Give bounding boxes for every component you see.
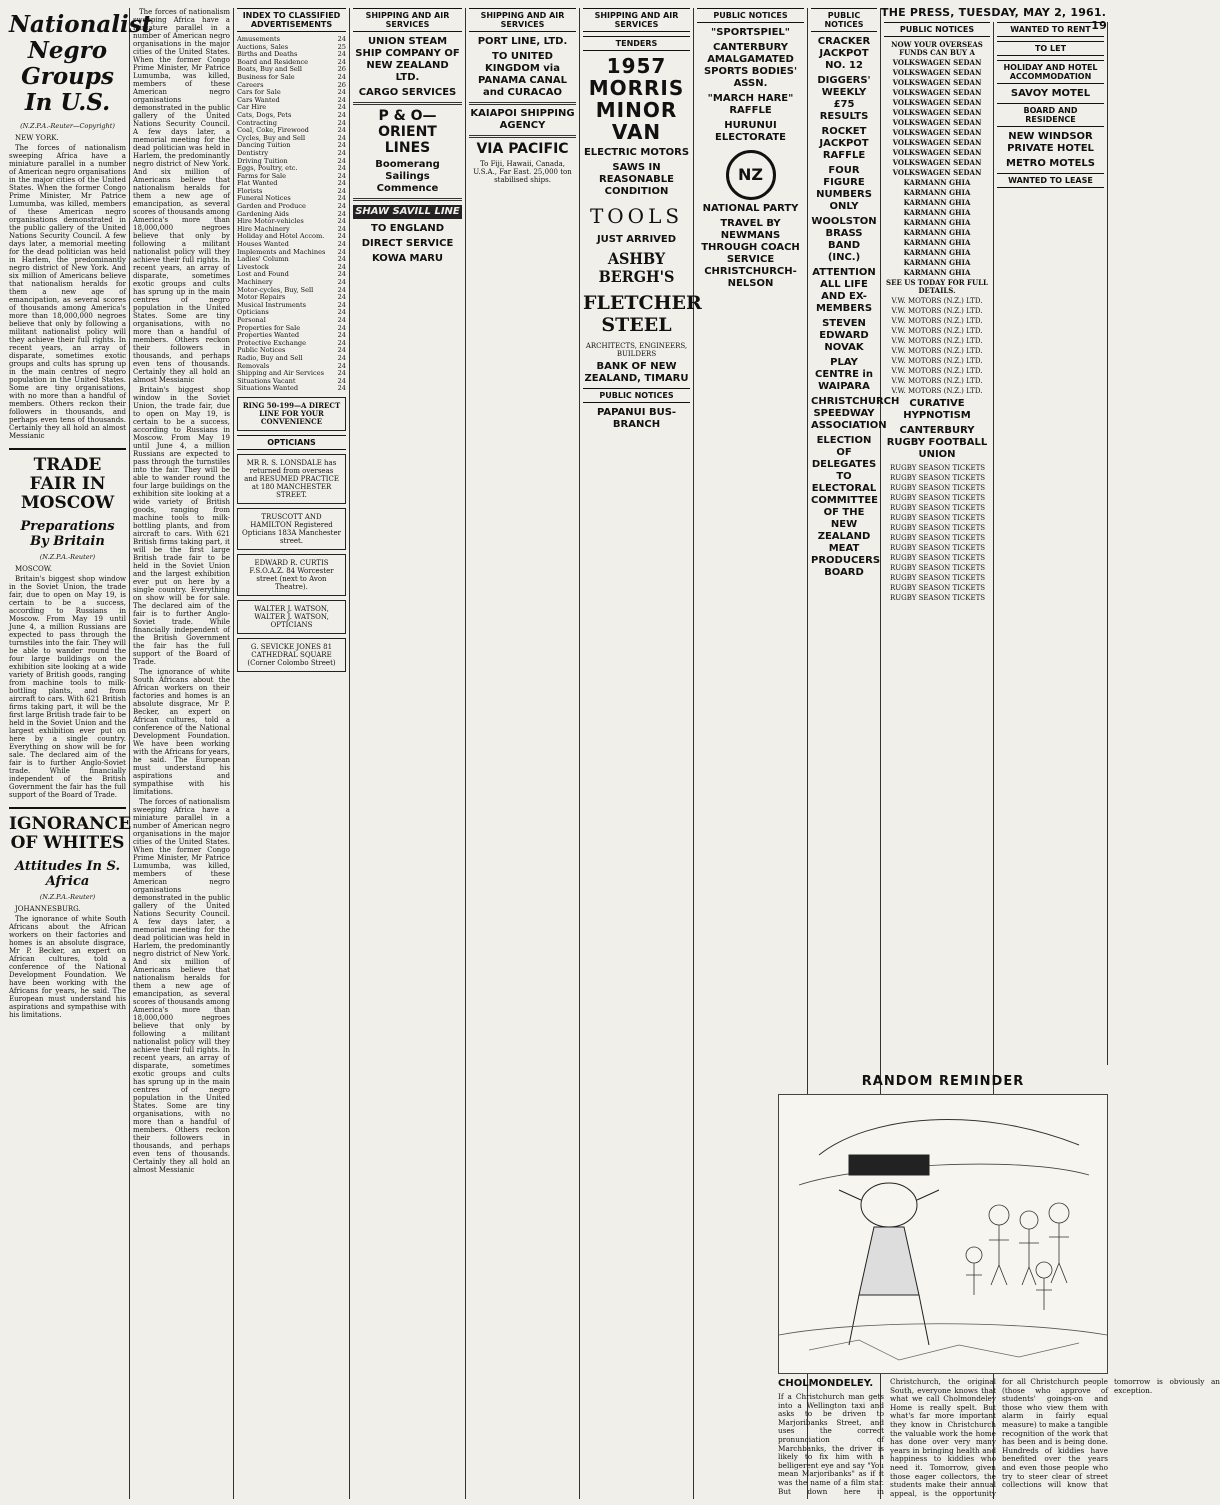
index-item-label: Funeral Notices [237, 194, 291, 203]
article-body: The ignorance of white South Africans about the African workers on their factories and homes is an absolute disgrace, Mr P. Becker, an expert on African cultures, told a conference of the National Development Foundation. We have been working with the Africans for years, he said. The European must understand his aspirations and sympathise with his limitations. [9, 915, 126, 1019]
karmann-ghia-line: KARMANN GHIA [903, 238, 971, 247]
union-steam-ship-title: UNION STEAM SHIP COMPANY OF NEW ZEALAND LTD. [355, 36, 460, 83]
rugby-season-line: RUGBY SEASON TICKETS [890, 574, 986, 582]
column-shipping-1 [350, 8, 466, 1499]
index-item-page: 24 [337, 171, 346, 180]
vw-motors-line: V.W. MOTORS (N.Z.) LTD. [891, 317, 983, 325]
board-heading: BOARD AND RESIDENCE [997, 103, 1104, 127]
cartoon-article [778, 1377, 1220, 1502]
article-body: The forces of nationalism sweeping Africa have a miniature parallel in a number of American negro organisations in the major cities of the United States. When the former Congo Prime Minister, Mr Patrice Lumumba, was killed, members of these American negro organisations demonstrated in the public gallery of the United Nations Security Council. A few days later, a memorial meeting for the dead politician was held in Harlem, the predominantly negro district of New York. And six million of Americans believe that nationalism heralds for them a new age of emancipation, as several scores of thousands among America's more than 18,000,000 negroes believe that only by following a militant nationalist policy will they achieve their full rights. In recent years, an array of disparate, sometimes exotic groups and cults has sprung up in the main centres of negro population in the United States. Some are tiny organisations, with no more than a handful of members. Others reckon their followers in thousands, and perhaps even tens of thousands. Certainly they all hold an almost Messianic [133, 8, 230, 384]
dateline: JOHANNESBURG. [15, 905, 81, 913]
dateline: MOSCOW. [15, 565, 52, 573]
vw-motors-line: V.W. MOTORS (N.Z.) LTD. [891, 367, 983, 375]
attention-title: ATTENTION ALL LIFE AND EX-MEMBERS [812, 267, 876, 314]
rugby-season-line: RUGBY SEASON TICKETS [890, 564, 986, 572]
index-item-page: 24 [337, 240, 346, 249]
vw-sedan-line: VOLKSWAGEN SEDAN [892, 128, 982, 137]
vw-sedan-line: VOLKSWAGEN SEDAN [892, 58, 982, 67]
novak-title: STEVEN EDWARD NOVAK [819, 318, 869, 353]
bnz-title: BANK OF NEW ZEALAND, TIMARU [584, 361, 689, 384]
pacific-body: To Fiji, Hawaii, Canada, U.S.A., Far East. 25,000 ton stabilised ships. [473, 160, 572, 184]
rugby-season-line: RUGBY SEASON TICKETS [890, 554, 986, 562]
via-panama-title: TO UNITED KINGDOM via PANAMA CANAL and CURACAO [478, 51, 567, 98]
index-item-label: Holiday and Hotel Accom. [237, 232, 325, 241]
index-item-page: 24 [337, 35, 346, 43]
index-item-label: Protective Exchange [237, 338, 307, 347]
hurunui-title: HURUNUI ELECTORATE [714, 120, 786, 143]
electric-motors-title: ELECTRIC MOTORS [583, 147, 690, 158]
index-item-page: 24 [337, 156, 346, 165]
morris-minor-title: 1957 MORRIS MINOR VAN [588, 54, 685, 144]
diggers-title: DIGGERS' WEEKLY £75 RESULTS [817, 75, 871, 122]
cartoon-illustration [778, 1094, 1108, 1374]
opticians-heading: OPTICIANS [237, 435, 346, 450]
index-item-label: Careers [237, 80, 264, 89]
rugby-season-line: RUGBY SEASON TICKETS [890, 514, 986, 522]
public-notices-heading: PUBLIC NOTICES [811, 8, 877, 32]
vw-motors-line: V.W. MOTORS (N.Z.) LTD. [891, 347, 983, 355]
index-item-label: Hire Motor-vehicles [237, 217, 304, 226]
index-item-label: Contracting [237, 118, 277, 127]
cargo-services-title: CARGO SERVICES [358, 87, 457, 98]
index-item-page: 26 [337, 65, 346, 74]
dateline: NEW YORK. [15, 134, 59, 142]
index-heading: INDEX TO CLASSIFIED ADVERTISEMENTS [237, 8, 346, 32]
index-item-label: Driving Tuition [237, 156, 288, 165]
national-party-label: NATIONAL PARTY [702, 203, 799, 214]
index-item-page: 24 [337, 262, 346, 271]
index-item-label: Eggs, Poultry, etc. [237, 164, 298, 173]
election-title: ELECTION OF DELEGATES TO ELECTORAL COMMITTEE OF THE NEW ZEALAND MEAT PRODUCERS BOARD [811, 435, 881, 578]
shipping-heading: SHIPPING AND AIR SERVICES [353, 8, 462, 32]
index-item-label: Hire Machinery [237, 224, 290, 233]
column-news-continued [130, 8, 234, 1499]
rugby-season-line: RUGBY SEASON TICKETS [890, 594, 986, 602]
index-item-page: 24 [337, 186, 346, 195]
rugby-season-line: RUGBY SEASON TICKETS [890, 474, 986, 482]
rugby-season-line: RUGBY SEASON TICKETS [890, 464, 986, 472]
vw-motors-line: V.W. MOTORS (N.Z.) LTD. [891, 327, 983, 335]
index-item-page: 24 [337, 110, 346, 119]
canterbury-sports-title: CANTERBURY AMALGAMATED SPORTS BODIES' ASSN. [703, 42, 798, 89]
index-item-label: Livestock [237, 262, 269, 271]
index-item-label: Births and Deaths [237, 50, 298, 59]
shipping-heading: SHIPPING AND AIR SERVICES [469, 8, 576, 32]
karmann-ghia-line: KARMANN GHIA [903, 218, 971, 227]
optician-ad: WALTER J. WATSON, WALTER J. WATSON, OPTICIANS [237, 600, 346, 634]
index-item-label: Removals [237, 361, 270, 370]
optician-ad: TRUSCOTT AND HAMILTON Registered Opticians 183A Manchester street. [237, 508, 346, 550]
index-item-label: Lost and Found [237, 270, 289, 279]
vw-sedan-line: VOLKSWAGEN SEDAN [892, 78, 982, 87]
index-item-label: Cycles, Buy and Sell [237, 133, 306, 142]
index-item-page: 24 [337, 323, 346, 332]
article-body: Britain's biggest shop window in the Soviet Union, the trade fair, due to open on May 19, is certain to be a success, according to Russians in Moscow. From May 19 until June 4, a million Russians are expected to pass through the turnstiles into the fair. They will be able to wander round the four large buildings on the exhibition site looking at a wide variety of British goods, ranging from machine tools to milk-bottling plants, and from aircraft to cars. With 621 British firms taking part, it will be the first large British trade fair to be held in the Soviet Union and the largest exhibition ever put on here by a single country. Everything on show will be for sale. The declared aim of the fair is to further Anglo-Soviet trade. While financially independent of the British Government the fair has the full support of the Board of Trade. [9, 575, 126, 799]
newmans-title: TRAVEL BY NEWMANS THROUGH COACH SERVICE CHRISTCHURCH-NELSON [701, 218, 800, 289]
index-item-page: 24 [337, 376, 346, 385]
index-item-page: 24 [337, 331, 346, 340]
index-item-page: 26 [337, 80, 346, 89]
index-item-page: 24 [337, 57, 346, 66]
index-item-label: Board and Residence [237, 57, 309, 66]
optician-ad: MR R. S. LONSDALE has returned from overseas and RESUMED PRACTICE at 180 MANCHESTER STREET. [237, 454, 346, 504]
rugby-season-line: RUGBY SEASON TICKETS [890, 504, 986, 512]
cartoon-body: If a Christchurch man gets into a Wellington taxi and asks to be driven to Marjoribanks Street, and uses the correct pronunciation of Marchbanks, the driver is likely to fix him with a belligerent eye and say "You mean Marjoribanks" as if it was the name of a film star. But down here in Christchurch, the original South, everyone knows that what we call Cholmondeley Home is really spelt. But what's far more important they know in Christchurch the valuable work the home has done over very many years in bringing health and happiness to kiddies who need it. Tomorrow, given those eager collectors, the students make their annual appeal, is the opportunity for all Christchurch people (those who approve of students' goings-on and those who view them with alarm in fairly equal measure) to make a tangible recognition of the work that has been and is being done. Hundreds of kiddies have benefited over the years and even those people who try to steer clear of street collections will know that tomorrow is obviously an exception. [778, 1377, 1220, 1498]
index-item-page: 25 [337, 42, 346, 51]
masthead-title: THE PRESS, TUESDAY, MAY 2, 1961. [881, 6, 1107, 19]
fletcher-subtitle: ARCHITECTS, ENGINEERS, BUILDERS [585, 342, 688, 358]
karmann-ghia-line: KARMANN GHIA [903, 228, 971, 237]
index-item-label: Auctions, Sales [237, 42, 289, 51]
index-item-page: 24 [337, 361, 346, 370]
rugby-season-line: RUGBY SEASON TICKETS [890, 584, 986, 592]
index-item-label: Business for Sale [237, 72, 295, 81]
index-item-label: Amusements [237, 35, 280, 43]
index-item-page: 24 [337, 148, 346, 157]
divider [353, 102, 462, 105]
public-notices-heading: PUBLIC NOTICES [697, 8, 804, 23]
index-item-label: Situations Wanted [237, 384, 299, 393]
index-item-page: 24 [337, 164, 346, 173]
cracker-jackpot-title: CRACKER JACKPOT NO. 12 [817, 36, 871, 71]
index-item-label: Opticians [237, 308, 269, 317]
optician-ad: G. SEVICKE JONES 81 CATHEDRAL SQUARE (Corner Colombo Street) [237, 638, 346, 672]
canterbury-rugby-title: CANTERBURY RUGBY FOOTBALL UNION [886, 425, 988, 460]
index-item-page: 24 [337, 285, 346, 294]
tools-title: TOOLS [589, 204, 684, 228]
article-body: The ignorance of white South Africans about the African workers on their factories and homes is an absolute disgrace, Mr P. Becker, an expert on African cultures, told a conference of the National Development Foundation. We have been working with the Africans for years, he said. The European must understand his aspirations and sympathise with his limitations. [133, 668, 230, 796]
index-item-page: 24 [337, 179, 346, 188]
page-number: 19 [1091, 19, 1107, 32]
byline: (N.Z.P.A.-Reuter) [39, 893, 96, 901]
to-england-title: TO ENGLAND [371, 223, 444, 234]
index-item-page: 24 [337, 95, 346, 104]
vw-intro: NOW YOUR OVERSEAS FUNDS CAN BUY A [891, 40, 983, 57]
index-item-page: 24 [337, 141, 346, 150]
index-item-label: Public Notices [237, 346, 286, 355]
karmann-ghia-line: KARMANN GHIA [903, 198, 971, 207]
holiday-heading: HOLIDAY AND HOTEL ACCOMMODATION [997, 60, 1104, 84]
index-item-label: Flat Wanted [237, 179, 278, 188]
index-item-page: 24 [337, 384, 346, 393]
index-item-label: Coal, Coke, Firewood [237, 126, 309, 135]
subhead-preparations: Preparations By Britain [20, 519, 115, 549]
index-item-label: Garden and Produce [237, 202, 306, 211]
via-pacific-title: VIA PACIFIC [476, 141, 569, 157]
woolston-title: WOOLSTON BRASS BAND (INC.) [811, 216, 877, 263]
index-item-label: Implements and Machines [237, 247, 326, 256]
vw-motors-line: V.W. MOTORS (N.Z.) LTD. [891, 357, 983, 365]
index-item-label: Situations Vacant [237, 376, 296, 385]
index-item-page: 24 [337, 72, 346, 81]
vw-sedan-line: VOLKSWAGEN SEDAN [892, 158, 982, 167]
subhead-attitudes: Attitudes In S. Africa [15, 859, 120, 889]
ring-direct-line-box: RING 50-199—A DIRECT LINE FOR YOUR CONVENIENCE [237, 397, 346, 431]
vw-motors-line: V.W. MOTORS (N.Z.) LTD. [891, 337, 983, 345]
headline-ignorance: IGNORANCE OF WHITES [9, 807, 126, 853]
shipping-heading: SHIPPING AND AIR SERVICES [583, 8, 690, 32]
wanted-to-lease-heading: WANTED TO LEASE [997, 173, 1104, 188]
index-item-page: 24 [337, 209, 346, 218]
index-item-page: 24 [337, 369, 346, 378]
vw-sedan-line: VOLKSWAGEN SEDAN [892, 168, 982, 177]
vw-sedan-line: VOLKSWAGEN SEDAN [892, 68, 982, 77]
index-item-label: Cars Wanted [237, 95, 280, 104]
rugby-season-line: RUGBY SEASON TICKETS [890, 494, 986, 502]
index-item-label: Personal [237, 315, 266, 324]
column-news [6, 8, 153, 1499]
vw-motors-line: V.W. MOTORS (N.Z.) LTD. [891, 307, 983, 315]
index-list [237, 36, 346, 393]
vw-sedan-line: VOLKSWAGEN SEDAN [892, 138, 982, 147]
port-line-title: PORT LINE, LTD. [477, 36, 568, 47]
karmann-ghia-line: KARMANN GHIA [903, 178, 971, 187]
divider [469, 135, 576, 138]
index-item-page: 24 [337, 194, 346, 203]
headline-trade-fair: TRADE FAIR IN MOSCOW [9, 448, 126, 513]
byline: (N.Z.P.A.-Reuter—Copyright) [20, 122, 115, 130]
divider [469, 102, 576, 105]
speedway-title: CHRISTCHURCH SPEEDWAY ASSOCIATION [811, 396, 900, 431]
public-notices-heading: PUBLIC NOTICES [583, 388, 690, 403]
cartoon-drawing [779, 1095, 1107, 1373]
index-item-page: 24 [337, 346, 346, 355]
index-item-label: Properties Wanted [237, 331, 300, 340]
vw-motors-line: V.W. MOTORS (N.Z.) LTD. [891, 297, 983, 305]
column-tenders [580, 8, 702, 1499]
karmann-ghia-line: KARMANN GHIA [903, 248, 971, 257]
vw-sedan-line: VOLKSWAGEN SEDAN [892, 88, 982, 97]
savoy-motel-title: SAVOY MOTEL [1010, 88, 1091, 99]
index-item-page: 24 [337, 255, 346, 264]
index-item-label: Ladies' Column [237, 255, 289, 264]
ashby-berghs-title: ASHBY BERGH'S [598, 249, 675, 286]
index-item-page: 24 [337, 217, 346, 226]
tenders-heading: TENDERS [583, 36, 690, 51]
column-index [234, 8, 350, 1499]
index-item-page: 24 [337, 118, 346, 127]
index-item-page: 24 [337, 338, 346, 347]
karmann-ghia-line: KARMANN GHIA [903, 208, 971, 217]
index-item-page: 24 [337, 293, 346, 302]
index-item-page: 24 [337, 202, 346, 211]
index-item-page: 24 [337, 247, 346, 256]
vw-motors-line: V.W. MOTORS (N.Z.) LTD. [891, 377, 983, 385]
index-item-label: Car Hire [237, 103, 267, 112]
index-item-label: Cats, Dogs, Pets [237, 110, 292, 119]
boomerang-title: Boomerang Sailings Commence [375, 159, 440, 194]
saws-title: SAWS IN REASONABLE CONDITION [599, 162, 674, 197]
rugby-season-line: RUGBY SEASON TICKETS [890, 534, 986, 542]
index-item-label: Cars for Sale [237, 88, 281, 97]
vw-sedan-line: VOLKSWAGEN SEDAN [892, 108, 982, 117]
waipara-title: PLAY CENTRE in WAIPARA [815, 357, 873, 392]
index-item-label: Shipping and Air Services [237, 369, 324, 378]
index-item-label: Farms for Sale [237, 171, 287, 180]
tools-subtitle: JUST ARRIVED [596, 234, 677, 245]
column-shipping-2 [466, 8, 580, 1499]
vw-list [884, 59, 990, 177]
national-party-logo-icon: NZ [726, 150, 776, 200]
index-item-label: Motor Repairs [237, 293, 286, 302]
index-item-page: 24 [337, 270, 346, 279]
index-item-label: Gardening Aids [237, 209, 289, 218]
byline: (N.Z.P.A.-Reuter) [39, 553, 96, 561]
cartoon-headline: CHOLMONDELEY. [778, 1378, 874, 1389]
rocket-title: ROCKET JACKPOT RAFFLE [819, 126, 869, 161]
vw-motors-line: V.W. MOTORS (N.Z.) LTD. [891, 387, 983, 395]
headline-nationalist-negro: Nationalist Negro Groups In U.S. [9, 11, 153, 116]
vw-sedan-line: VOLKSWAGEN SEDAN [892, 98, 982, 107]
index-item-page: 24 [337, 133, 346, 142]
karmann-ghia-line: KARMANN GHIA [903, 188, 971, 197]
wanted-to-rent-heading: WANTED TO RENT [997, 22, 1104, 37]
rugby-season-line: RUGBY SEASON TICKETS [890, 484, 986, 492]
column-classifieds [994, 22, 1108, 1065]
index-item-label: Radio, Buy and Sell [237, 353, 303, 362]
article-body: The forces of nationalism sweeping Africa have a miniature parallel in a number of American negro organisations in the major cities of the United States. When the former Congo Prime Minister, Mr Patrice Lumumba, was killed, members of these American negro organisations demonstrated in the public gallery of the United Nations Security Council. A few days later, a memorial meeting for the dead politician was held in Harlem, the predominantly negro district of New York. And six million of Americans believe that nationalism heralds for them a new age of emancipation, as several scores of thousands among America's more than 18,000,000 negroes believe that only by following a militant nationalist policy will they achieve their full rights. In recent years, an array of disparate, sometimes exotic groups and cults has sprung up in the main centres of negro population in the United States. Some are tiny organisations, with no more than a handful of members. Others reckon their followers in thousands, and perhaps even tens of thousands. Certainly they all hold an almost Messianic [133, 798, 230, 1174]
karmann-list [884, 179, 990, 277]
index-item-label: Dentistry [237, 148, 269, 157]
vw-sedan-line: VOLKSWAGEN SEDAN [892, 118, 982, 127]
metro-motels-title: METRO MOTELS [1006, 158, 1095, 169]
see-us-text: SEE US TODAY FOR FULL DETAILS. [886, 278, 988, 295]
index-item-page: 24 [337, 50, 346, 59]
random-reminder-title: RANDOM REMINDER [861, 1074, 1025, 1089]
index-item-label: Florists [237, 186, 263, 195]
article-body: The forces of nationalism sweeping Africa have a miniature parallel in a number of American negro organisations in the major cities of the United States. When the former Congo Prime Minister, Mr Patrice Lumumba, was killed, members of these American negro organisations demonstrated in the public gallery of the United Nations Security Council. A few days later, a memorial meeting for the dead politician was held in Harlem, the predominantly negro district of New York. And six million of Americans believe that nationalism heralds for them a new age of emancipation, as several scores of thousands among America's more than 18,000,000 negroes believe that only by following a militant nationalist policy will they achieve their full rights. In recent years, an array of disparate, sometimes exotic groups and cults has sprung up in the main centres of negro population in the United States. Some are tiny organisations, with no more than a handful of members. Others reckon their followers in thousands, and perhaps even tens of thousands. Certainly they all hold an almost Messianic [9, 144, 126, 440]
index-item-label: Boats, Buy and Sell [237, 65, 303, 74]
index-item-page: 24 [337, 300, 346, 309]
fletcher-steel-title: FLETCHER STEEL [583, 292, 702, 336]
index-item-label: Dancing Tuition [237, 141, 291, 150]
index-item-page: 24 [337, 232, 346, 241]
new-windsor-title: NEW WINDSOR PRIVATE HOTEL [1007, 131, 1094, 154]
public-notices-heading: PUBLIC NOTICES [884, 22, 990, 37]
kaiapoi-title: KAIAPOI SHIPPING AGENCY [470, 108, 575, 131]
index-item-label: Houses Wanted [237, 240, 289, 249]
p-and-o-title: P & O—ORIENT LINES [378, 108, 437, 156]
index-item-label: Machinery [237, 278, 273, 286]
index-item-page: 24 [337, 315, 346, 324]
index-item-page: 24 [337, 353, 346, 362]
vw-motors-list [884, 297, 990, 395]
rugby-season-line: RUGBY SEASON TICKETS [890, 544, 986, 552]
index-row [237, 385, 346, 393]
to-let-heading: TO LET [997, 41, 1104, 56]
index-item-page: 24 [337, 88, 346, 97]
rugby-list [884, 464, 990, 602]
sportspiel-title: "SPORTSPIEL" [711, 27, 790, 38]
index-item-page: 24 [337, 278, 346, 286]
four-figure-title: FOUR FIGURE NUMBERS ONLY [816, 165, 872, 212]
karmann-ghia-line: KARMANN GHIA [903, 268, 971, 277]
index-item-label: Musical Instruments [237, 300, 307, 309]
optician-ad: EDWARD R. CURTIS F.S.O.A.Z. 84 Worcester street (next to Avon Theatre). [237, 554, 346, 596]
papanui-title: PAPANUI BUS-BRANCH [596, 407, 677, 430]
karmann-ghia-line: KARMANN GHIA [903, 258, 971, 267]
index-item-label: Motor-cycles, Buy, Sell [237, 285, 314, 294]
shaw-savill-banner: SHAW SAVILL LINE [353, 205, 462, 219]
march-hare-title: "MARCH HARE" RAFFLE [707, 93, 794, 116]
index-item-page: 24 [337, 224, 346, 233]
article-body: Britain's biggest shop window in the Soviet Union, the trade fair, due to open on May 19, is certain to be a success, according to Russians in Moscow. From May 19 until June 4, a million Russians are expected to pass through the turnstiles into the fair. They will be able to wander round the four large buildings on the exhibition site looking at a wide variety of British goods, ranging from machine tools to milk-bottling plants, and from aircraft to cars. With 621 British firms taking part, it will be the first large British trade fair to be held in the Soviet Union and the largest exhibition ever put on here by a single country. Everything on show will be for sale. The declared aim of the fair is to further Anglo-Soviet trade. While financially independent of the British Government the fair has the full support of the Board of Trade. [133, 386, 230, 666]
index-item-page: 24 [337, 126, 346, 135]
kowa-maru-title: KOWA MARU [371, 253, 444, 264]
index-item-page: 24 [337, 103, 346, 112]
direct-service-title: DIRECT SERVICE [361, 238, 454, 249]
index-item-label: Properties for Sale [237, 323, 301, 332]
rugby-season-line: RUGBY SEASON TICKETS [890, 524, 986, 532]
divider [353, 198, 462, 201]
hypnotism-title: CURATIVE HYPNOTISM [903, 398, 971, 421]
index-item-page: 24 [337, 308, 346, 317]
vw-sedan-line: VOLKSWAGEN SEDAN [892, 148, 982, 157]
